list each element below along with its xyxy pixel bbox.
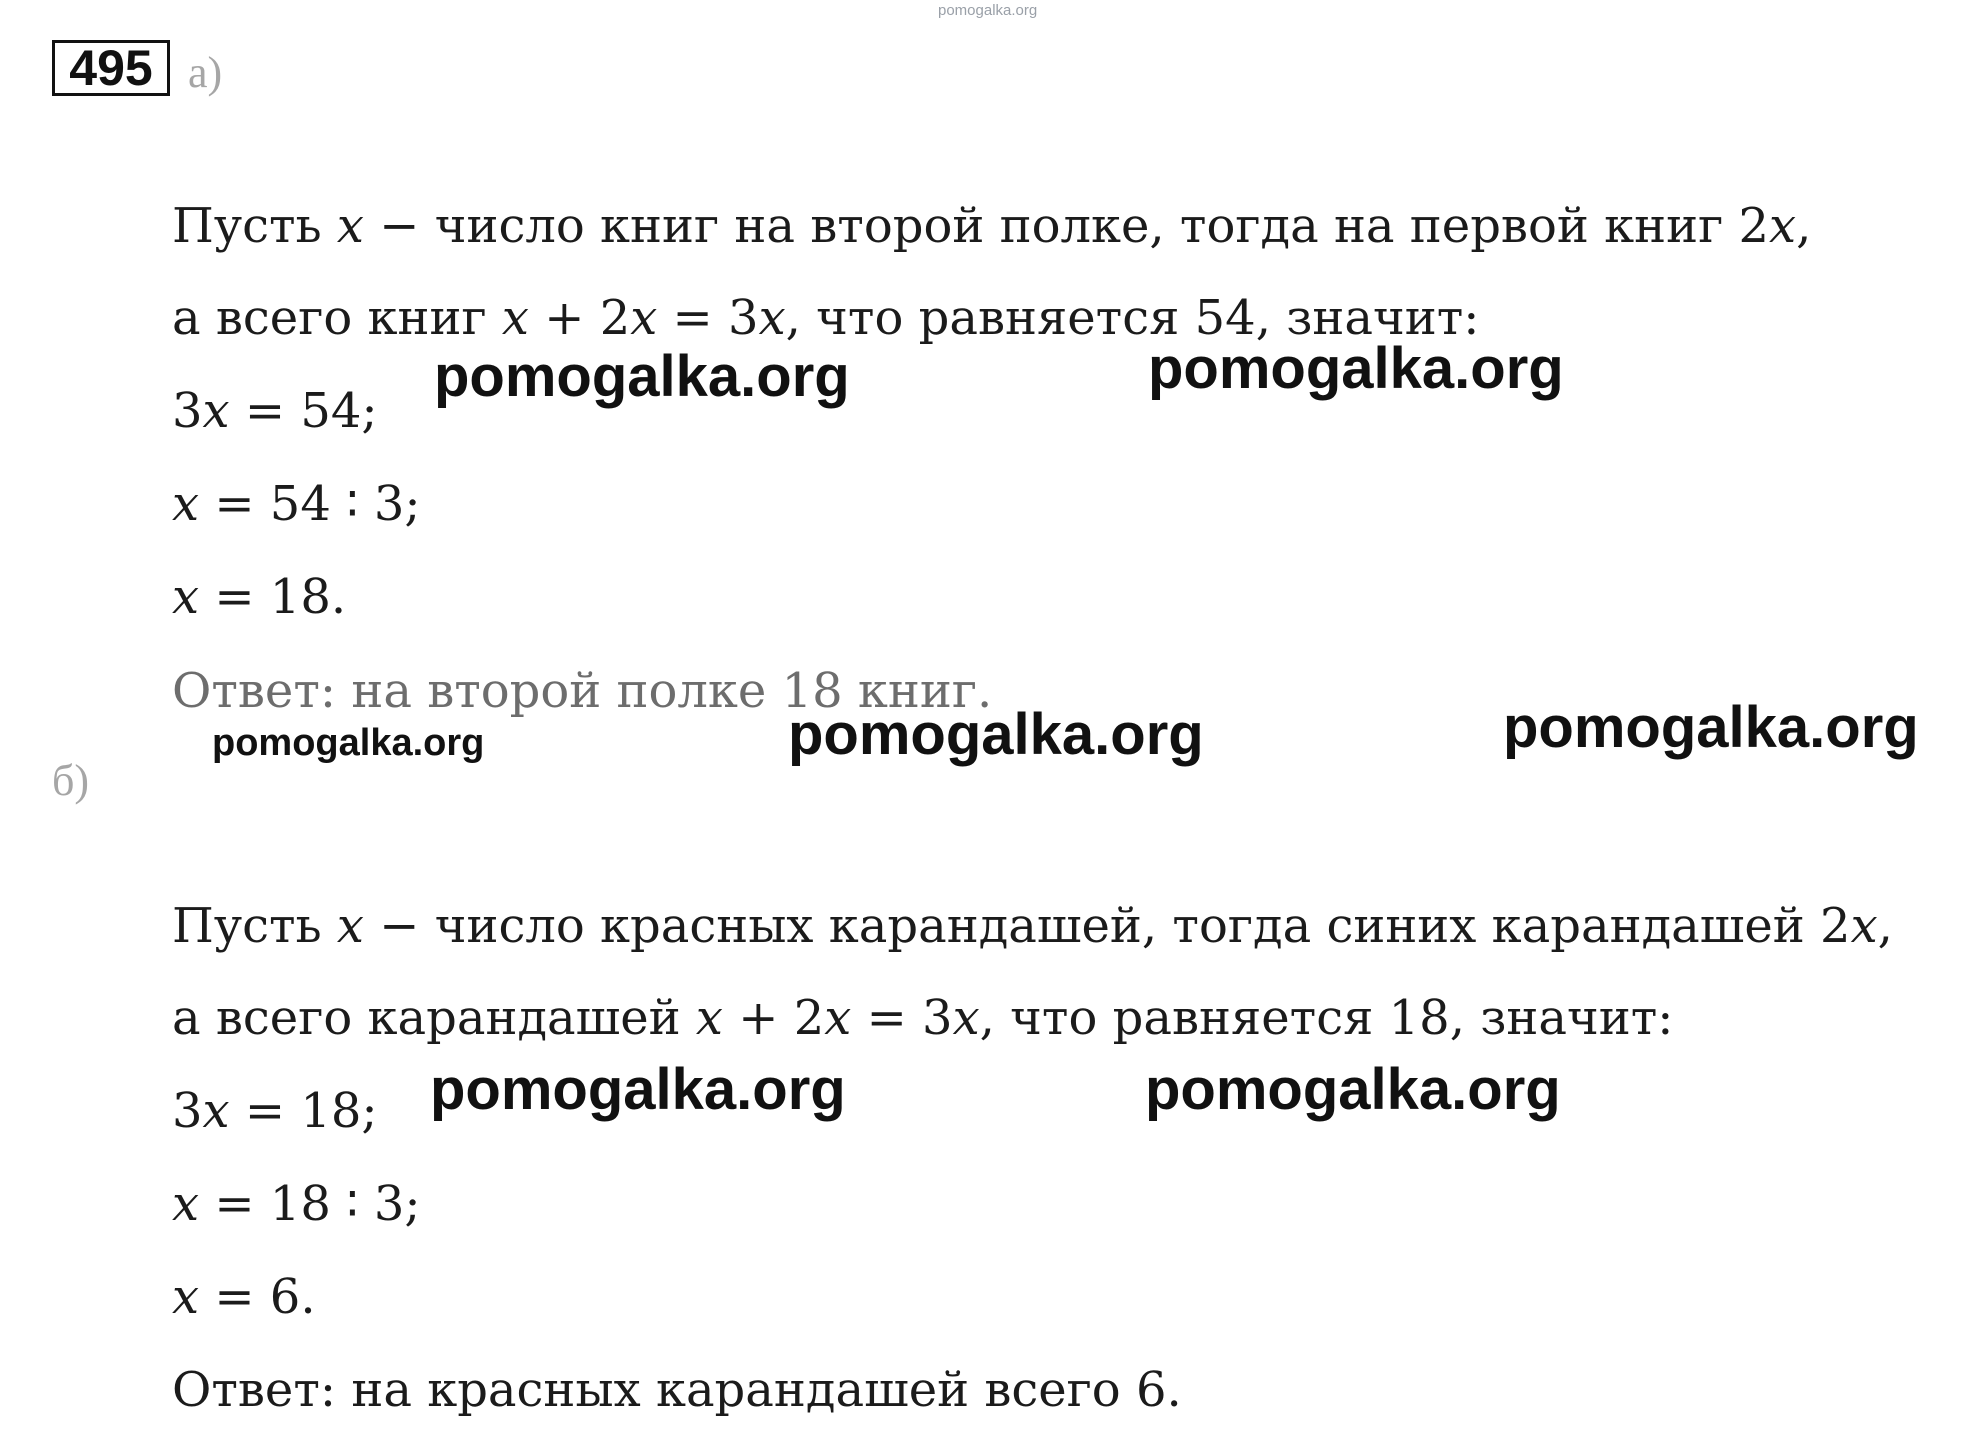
- equation-line: 𝑥 = 54 ∶ 3;: [172, 476, 421, 532]
- equation-line: 𝑥 = 6.: [172, 1269, 316, 1325]
- equation-line: 𝑥 = 18.: [172, 569, 347, 625]
- watermark: pomogalka.org: [212, 722, 485, 764]
- watermark: pomogalka.org: [1145, 1057, 1561, 1122]
- answer-line: Ответ: на второй полке 18 книг.: [172, 663, 993, 719]
- part-b-label: б): [52, 756, 90, 805]
- equation-line: 3𝑥 = 18;: [172, 1083, 378, 1139]
- equation-line: 3𝑥 = 54;: [172, 383, 378, 439]
- equation-line: 𝑥 = 18 ∶ 3;: [172, 1176, 421, 1232]
- watermark: pomogalka.org: [1503, 695, 1919, 760]
- answer-line: Ответ: на красных карандашей всего 6.: [172, 1362, 1182, 1418]
- solution-line: а всего книг 𝑥 + 2𝑥 = 3𝑥, что равняется 54, значит:: [172, 290, 1480, 346]
- site-mark: pomogalka.org: [938, 2, 1038, 19]
- solution-line: а всего карандашей 𝑥 + 2𝑥 = 3𝑥, что равняется 18, значит:: [172, 990, 1674, 1046]
- watermark: pomogalka.org: [430, 1057, 846, 1122]
- solution-line: Пусть 𝑥 − число красных карандашей, тогда синих карандашей 2𝑥,: [172, 898, 1893, 954]
- part-a-label: а): [188, 48, 223, 97]
- watermark: pomogalka.org: [788, 702, 1204, 767]
- task-number: 495: [52, 40, 170, 96]
- solution-line: Пусть 𝑥 − число книг на второй полке, тогда на первой книг 2𝑥,: [172, 198, 1812, 254]
- watermark: pomogalka.org: [434, 344, 850, 409]
- watermark: pomogalka.org: [1148, 336, 1564, 401]
